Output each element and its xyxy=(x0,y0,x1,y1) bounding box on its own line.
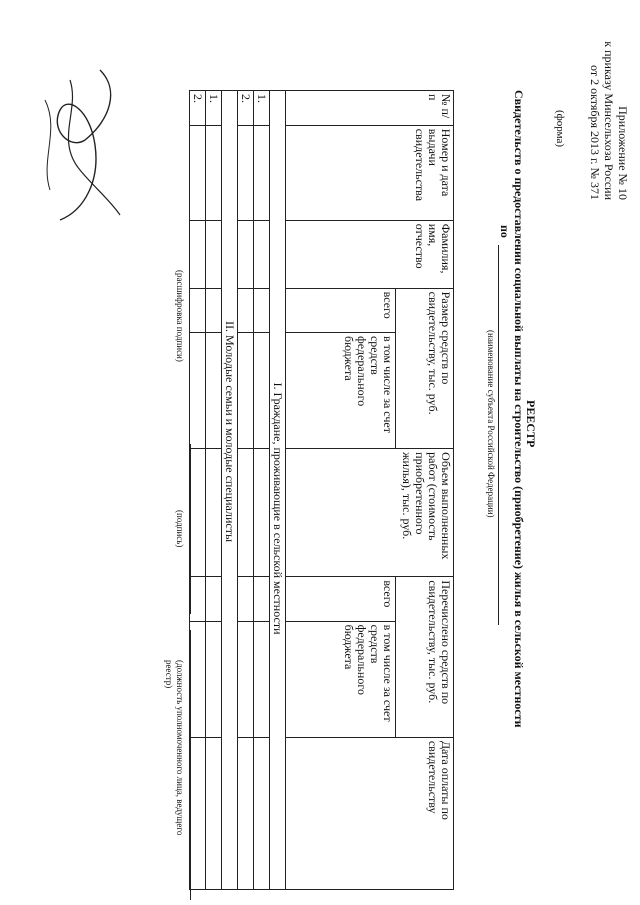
handwritten-signature xyxy=(30,50,140,230)
header-cert: Номер и дата выдачи свидетельства xyxy=(286,125,454,220)
registry-title: РЕЕСТР xyxy=(524,400,538,448)
region-underline xyxy=(498,245,500,625)
table-row xyxy=(238,91,254,890)
header-volume: Объем выполненных работ (стоимость приобретенного жилья), тыс. руб. xyxy=(286,449,454,577)
section-2-heading: II. Молодые семьи и молодые специалисты xyxy=(222,91,238,890)
section-1-heading: I. Граждане, проживающие в сельской местности xyxy=(270,91,286,890)
header-size-federal: в том числе за счет средств федерального бюджета xyxy=(286,332,396,448)
registry-subtitle: Свидетельств о предоставлении социальной выплаты на строительство (приобретение) жилья в сельской местности xyxy=(512,90,526,728)
position-caption: (должность уполномоченного лица, ведущего реестр) xyxy=(164,660,185,836)
form-label: (форма) xyxy=(554,110,566,148)
row-number: 1. xyxy=(254,91,270,126)
appendix-line-3: от 2 октября 2013 г. № 371 xyxy=(588,64,602,200)
header-num: № п/п xyxy=(286,91,454,126)
appendix-block xyxy=(588,10,630,200)
table-row xyxy=(206,91,222,890)
header-pay-date: Дата оплаты по свидетельству xyxy=(286,737,454,889)
po-prefix: по xyxy=(498,225,512,238)
row-number: 2. xyxy=(238,91,254,126)
appendix-line-1: Приложение № 10 xyxy=(616,106,630,200)
header-transferred: Перечислено средств по свидетельству, тыс. руб. xyxy=(396,577,454,738)
header-fio: Фамилия, имя, отчество xyxy=(286,220,454,288)
region-caption: (наименование субъекта Российской Федерации) xyxy=(486,330,496,518)
row-number: 2. xyxy=(190,91,206,126)
header-size: Размер средств по свидетельству, тыс. руб. xyxy=(396,288,454,449)
decode-caption: (расшифровка подписи) xyxy=(175,270,185,362)
table-row xyxy=(254,91,270,890)
header-transferred-total: всего xyxy=(286,577,396,621)
position-line xyxy=(190,660,192,900)
row-number: 1. xyxy=(206,91,222,126)
header-size-total: всего xyxy=(286,288,396,332)
registry-table xyxy=(189,90,454,890)
appendix-line-2: к приказу Минсельхоза России xyxy=(602,41,616,200)
signature-caption: (подпись) xyxy=(175,510,185,548)
signature-line xyxy=(190,444,192,614)
header-transferred-federal: в том числе за счет средств федерального бюджета xyxy=(286,621,396,737)
